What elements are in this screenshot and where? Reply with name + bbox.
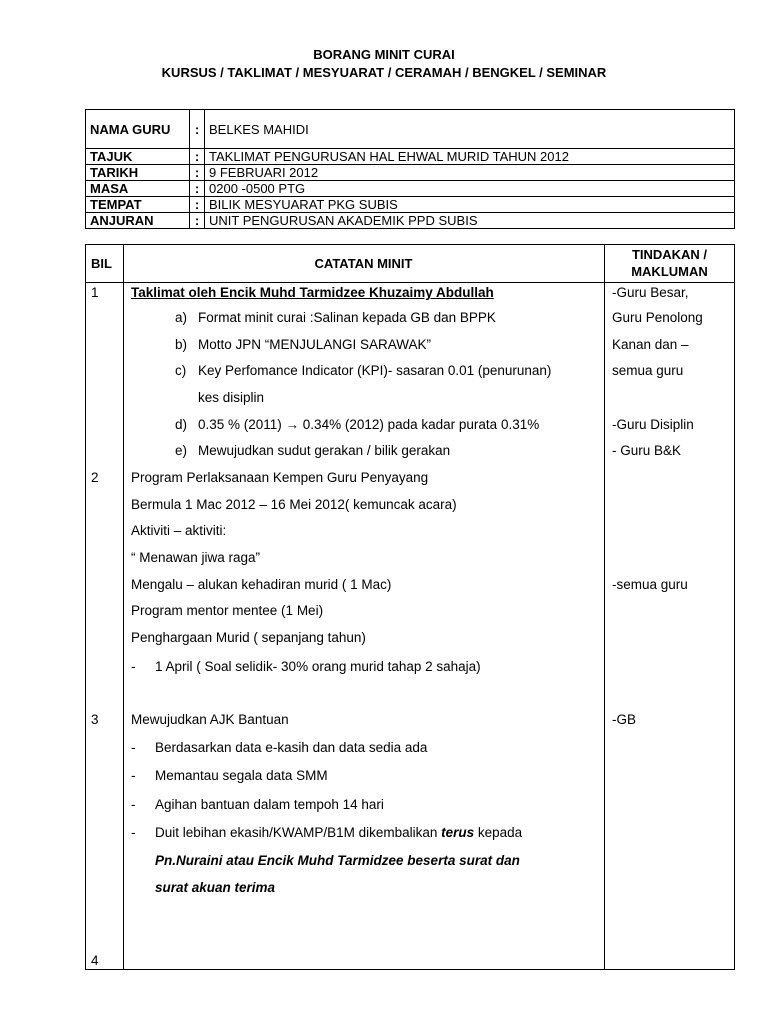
col-header-tindakan: TINDAKAN / — [631, 247, 708, 262]
info-key: MASA — [86, 181, 190, 197]
item-number: 3 — [91, 712, 99, 727]
item1-mark: b) — [175, 337, 188, 352]
form-title: BORANG MINIT CURAI — [313, 47, 455, 62]
column-divider — [123, 244, 124, 970]
info-row-tempat — [86, 197, 735, 213]
info-key: TAJUK — [86, 149, 190, 165]
info-row-tajuk — [86, 149, 735, 165]
item-number: 1 — [91, 285, 99, 300]
info-value: TAKLIMAT PENGURUSAN HAL EHWAL MURID TAHUN 2012 — [205, 149, 735, 165]
info-row-nama-guru — [86, 110, 735, 149]
header-divider — [85, 282, 735, 283]
item3-bullet-last — [155, 825, 522, 840]
item3-bullet: Berdasarkan data e-kasih dan data sedia ada — [155, 740, 428, 755]
info-key: NAMA GURU — [86, 110, 190, 149]
dash-bullet: - — [131, 825, 136, 840]
info-key: TEMPAT — [86, 197, 190, 213]
dash-bullet: - — [131, 659, 136, 674]
info-colon: : — [190, 197, 205, 213]
action-text: - Guru B&K — [612, 443, 682, 458]
item3-bullet: Agihan bantuan dalam tempoh 14 hari — [155, 797, 384, 812]
info-colon: : — [190, 213, 205, 229]
item3-bullet: Memantau segala data SMM — [155, 768, 328, 783]
col-header-bil: BIL — [91, 256, 112, 271]
item2-line: “ Menawan jiwa raga” — [131, 550, 261, 565]
item2-line: Program mentor mentee (1 Mei) — [131, 603, 324, 618]
item1-point: Key Perfomance Indicator (KPI)- sasaran 0.01 (penurunan) — [198, 363, 552, 378]
dash-bullet: - — [131, 740, 136, 755]
info-colon: : — [190, 165, 205, 181]
action-text: -Guru Disiplin — [612, 417, 694, 432]
form-subtitle: KURSUS / TAKLIMAT / MESYUARAT / CERAMAH / BENGKEL / SEMINAR — [161, 65, 607, 80]
item3-last-bold: terus — [441, 825, 475, 840]
action-text: Guru Penolong — [612, 310, 703, 325]
col-header-makluman: MAKLUMAN — [631, 264, 708, 279]
item3-continuation: Pn.Nuraini atau Encik Muhd Tarmidzee beserta surat dan — [155, 853, 520, 868]
info-colon: : — [190, 149, 205, 165]
item2-bullet: 1 April ( Soal selidik- 30% orang murid tahap 2 sahaja) — [155, 659, 481, 674]
item1-point: 0.35 % (2011) → 0.34% (2012) pada kadar purata 0.31% — [198, 417, 540, 432]
item2-line: Aktiviti – aktiviti: — [131, 523, 227, 538]
info-row-anjuran — [86, 213, 735, 229]
item2-line: Bermula 1 Mac 2012 – 16 Mei 2012( kemuncak acara) — [131, 497, 457, 512]
item3-heading: Mewujudkan AJK Bantuan — [131, 712, 289, 727]
dash-bullet: - — [131, 797, 136, 812]
action-text: -GB — [612, 712, 637, 727]
info-value: 9 FEBRUARI 2012 — [205, 165, 735, 181]
item1-point: Format minit curai :Salinan kepada GB dan BPPK — [198, 310, 496, 325]
dash-bullet: - — [131, 768, 136, 783]
item2-line: Penghargaan Murid ( sepanjang tahun) — [131, 630, 366, 645]
info-table — [85, 109, 735, 229]
column-divider — [604, 244, 605, 970]
item1-mark: a) — [175, 310, 188, 325]
item1-mark: c) — [175, 363, 187, 378]
item1-mark: d) — [175, 417, 188, 432]
item2-line: Mengalu – alukan kehadiran murid ( 1 Mac) — [131, 577, 392, 592]
item3-last-post: kepada — [474, 825, 523, 840]
action-text: Kanan dan – — [612, 337, 689, 352]
info-value: UNIT PENGURUSAN AKADEMIK PPD SUBIS — [205, 213, 735, 229]
info-value: BELKES MAHIDI — [205, 110, 735, 149]
info-colon: : — [190, 181, 205, 197]
item1-point: Motto JPN “MENJULANGI SARAWAK” — [198, 337, 432, 352]
item1-point: kes disiplin — [198, 390, 265, 405]
item-number: 4 — [91, 953, 99, 968]
info-key: ANJURAN — [86, 213, 190, 229]
item1-mark: e) — [175, 443, 188, 458]
info-row-tarikh — [86, 165, 735, 181]
info-colon: : — [190, 110, 205, 149]
item2-line: Program Perlaksanaan Kempen Guru Penyayang — [131, 470, 429, 485]
item1-point: Mewujudkan sudut gerakan / bilik gerakan — [198, 443, 451, 458]
action-text: -Guru Besar, — [612, 285, 689, 300]
item-number: 2 — [91, 470, 99, 485]
item3-last-pre: Duit lebihan ekasih/KWAMP/B1M dikembalikan — [155, 825, 442, 840]
info-value: 0200 -0500 PTG — [205, 181, 735, 197]
action-text: -semua guru — [612, 577, 688, 592]
info-row-masa — [86, 181, 735, 197]
info-value: BILIK MESYUARAT PKG SUBIS — [205, 197, 735, 213]
item3-continuation: surat akuan terima — [155, 880, 276, 895]
col-header-catatan: CATATAN MINIT — [314, 256, 413, 271]
item1-heading: Taklimat oleh Encik Muhd Tarmidzee Khuzaimy Abdullah — [131, 285, 494, 300]
info-key: TARIKH — [86, 165, 190, 181]
action-text: semua guru — [612, 363, 684, 378]
